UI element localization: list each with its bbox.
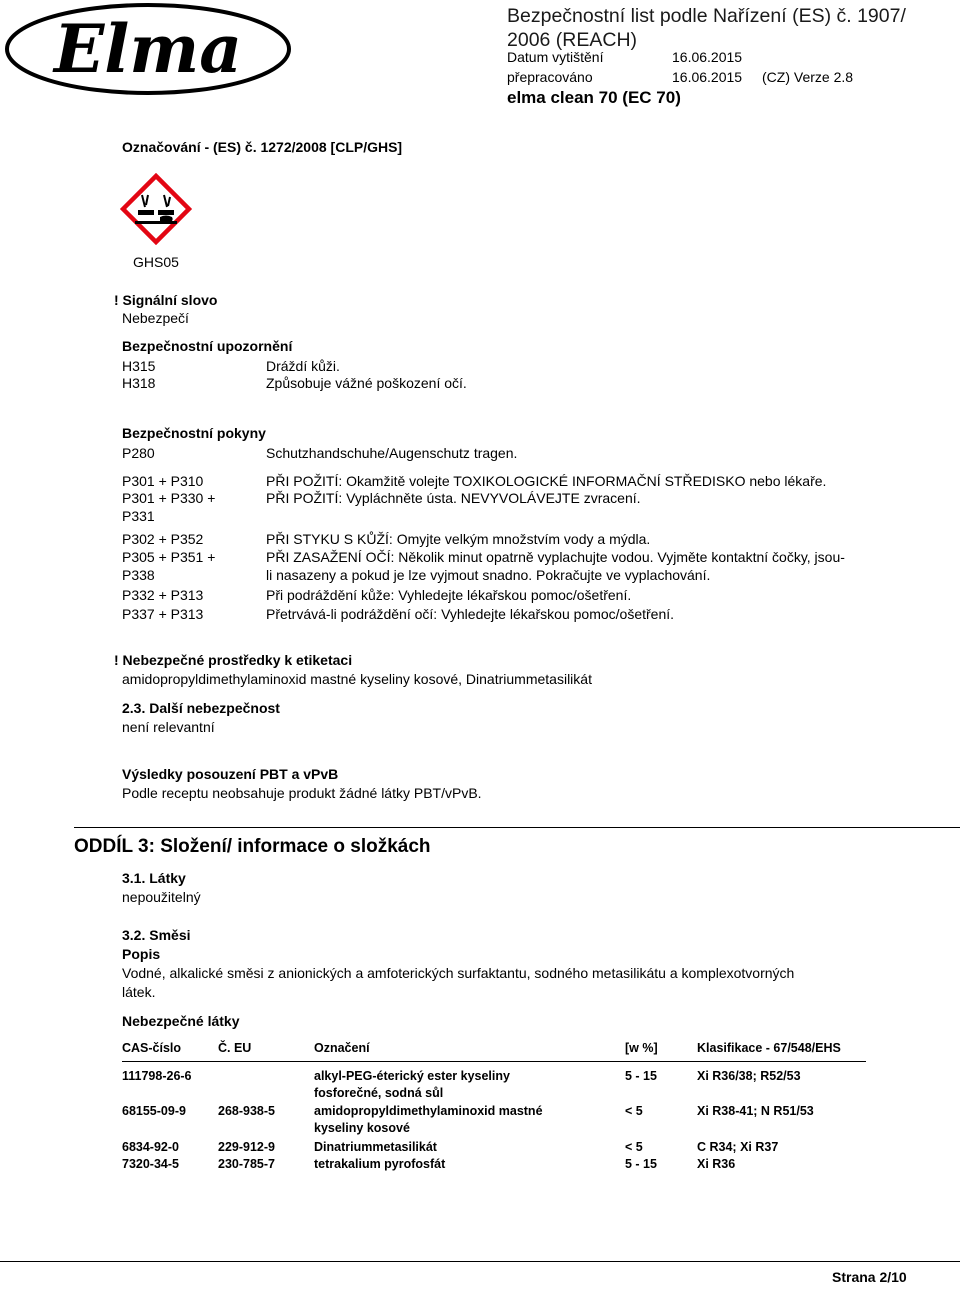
- print-date: 16.06.2015: [672, 49, 743, 65]
- precaution-code: P332 + P313: [122, 587, 204, 603]
- version: (CZ) Verze 2.8: [762, 69, 854, 85]
- hazardous-substances-heading: Nebezpečné látky: [122, 1013, 240, 1029]
- table-header-weight: [w %]: [625, 1041, 658, 1055]
- precaution-text: Schutzhandschuhe/Augenschutz tragen.: [266, 445, 518, 461]
- hazardous-components: amidopropyldimethylaminoxid mastné kyseliny kosové, Dinatriummetasilikát: [122, 671, 592, 687]
- table-cell-weight: < 5: [625, 1140, 643, 1154]
- table-cell-cas: 111798-26-6: [122, 1069, 192, 1083]
- substances-text: nepoužitelný: [122, 889, 201, 905]
- table-cell-weight: < 5: [625, 1104, 643, 1118]
- section3-title: ODDÍL 3: Složení/ informace o složkách: [74, 836, 431, 857]
- table-cell-classification: Xi R36/38; R52/53: [697, 1069, 801, 1083]
- document-title: Bezpečnostní list podle Nařízení (ES) č. 1907/ 2006 (REACH): [507, 5, 906, 51]
- table-cell-cas: 7320-34-5: [122, 1157, 179, 1171]
- precaution-text: PŘI POŽITÍ: Okamžitě volejte TOXIKOLOGICKÉ INFORMAČNÍ STŘEDISKO nebo lékaře.: [266, 473, 827, 489]
- table-cell-weight: 5 - 15: [625, 1069, 657, 1083]
- revised-date: 16.06.2015: [672, 69, 743, 85]
- labelling-heading: Označování - (ES) č. 1272/2008 [CLP/GHS]: [122, 139, 403, 155]
- table-header-classification: Klasifikace - 67/548/EHS: [697, 1041, 841, 1055]
- logo-text: Elma: [54, 10, 242, 88]
- table-cell-cas: 6834-92-0: [122, 1140, 179, 1154]
- table-cell-name: tetrakalium pyrofosfát: [314, 1157, 446, 1171]
- table-rule: [122, 1061, 866, 1062]
- table-cell-cas: 68155-09-9: [122, 1104, 186, 1118]
- table-cell-name: kyseliny kosové: [314, 1121, 410, 1135]
- table-cell-name: alkyl-PEG-éterický ester kyseliny: [314, 1069, 510, 1083]
- other-hazards-text: není relevantní: [122, 719, 215, 735]
- precaution-text: PŘI POŽITÍ: Vypláchněte ústa. NEVYVOLÁVEJTE zvracení.: [266, 490, 641, 506]
- hazard-heading: Bezpečnostní upozornění: [122, 338, 293, 354]
- table-cell-classification: Xi R38-41; N R51/53: [697, 1104, 814, 1118]
- hazard-text: Dráždí kůži.: [266, 358, 340, 374]
- description-line: Vodné, alkalické směsi z anionických a amfoterických surfaktantu, sodného metasilikátu a komplexotvorných: [122, 965, 795, 981]
- other-hazards-heading: 2.3. Další nebezpečnost: [122, 700, 280, 716]
- table-cell-classification: C R34; Xi R37: [697, 1140, 779, 1154]
- elma-logo: [4, 2, 292, 96]
- revised-label: přepracováno: [507, 69, 593, 85]
- precaution-code: P337 + P313: [122, 606, 204, 622]
- precaution-code: P301 + P310: [122, 473, 204, 489]
- substances-heading: 3.1. Látky: [122, 870, 186, 886]
- table-header-cas: CAS-číslo: [122, 1041, 182, 1055]
- mixtures-heading: 3.2. Směsi: [122, 927, 191, 943]
- table-cell-eu: 268-938-5: [218, 1104, 275, 1118]
- precaution-code: P305 + P351 +: [122, 549, 216, 565]
- precaution-code: P331: [122, 508, 155, 524]
- precaution-code: P301 + P330 +: [122, 490, 216, 506]
- precaution-text: Přetrvává-li podráždění očí: Vyhledejte lékařskou pomoc/ošetření.: [266, 606, 675, 622]
- hazard-code: H315: [122, 358, 156, 374]
- table-cell-name: fosforečné, sodná sůl: [314, 1086, 444, 1100]
- table-cell-name: amidopropyldimethylaminoxid mastné: [314, 1104, 543, 1118]
- table-cell-weight: 5 - 15: [625, 1157, 657, 1171]
- footer-divider: [0, 1261, 960, 1262]
- hazardous-components-heading: ! Nebezpečné prostředky k etiketaci: [114, 652, 353, 668]
- pictogram-code: GHS05: [133, 254, 179, 270]
- ghs05-corrosion-icon: [120, 173, 192, 245]
- table-cell-classification: Xi R36: [697, 1157, 736, 1171]
- table-header-name: Označení: [314, 1041, 370, 1055]
- table-cell-eu: 230-785-7: [218, 1157, 275, 1171]
- page-number: Strana 2/10: [832, 1269, 907, 1285]
- table-cell-eu: 229-912-9: [218, 1140, 275, 1154]
- precaution-code: P302 + P352: [122, 531, 204, 547]
- pbt-text: Podle receptu neobsahuje produkt žádné látky PBT/vPvB.: [122, 785, 482, 801]
- table-cell-name: Dinatriummetasilikát: [314, 1140, 437, 1154]
- hazard-code: H318: [122, 375, 156, 391]
- hazard-text: Způsobuje vážné poškození očí.: [266, 375, 467, 391]
- precaution-text: PŘI ZASAŽENÍ OČÍ: Několik minut opatrně vyplachujte vodou. Vyjměte kontaktní čočky, jsou-: [266, 549, 845, 565]
- table-header-eu: Č. EU: [218, 1041, 252, 1055]
- print-date-label: Datum vytištění: [507, 49, 604, 65]
- product-name: elma clean 70 (EC 70): [507, 88, 681, 107]
- description-line: látek.: [122, 984, 156, 1000]
- signal-word: Nebezpečí: [122, 310, 189, 326]
- section-divider: [74, 827, 960, 828]
- signal-word-label: ! Signální slovo: [114, 292, 218, 308]
- precaution-text: li nasazeny a pokud je lze vyjmout snadno. Pokračujte ve vyplachování.: [266, 567, 711, 583]
- precaution-text: Při podráždění kůže: Vyhledejte lékařskou pomoc/ošetření.: [266, 587, 632, 603]
- precaution-text: PŘI STYKU S KŮŽÍ: Omyjte velkým množstvím vody a mýdla.: [266, 531, 651, 547]
- description-heading: Popis: [122, 946, 161, 962]
- precaution-code: P280: [122, 445, 155, 461]
- precaution-heading: Bezpečnostní pokyny: [122, 425, 266, 441]
- precaution-code: P338: [122, 567, 155, 583]
- pbt-heading: Výsledky posouzení PBT a vPvB: [122, 766, 339, 782]
